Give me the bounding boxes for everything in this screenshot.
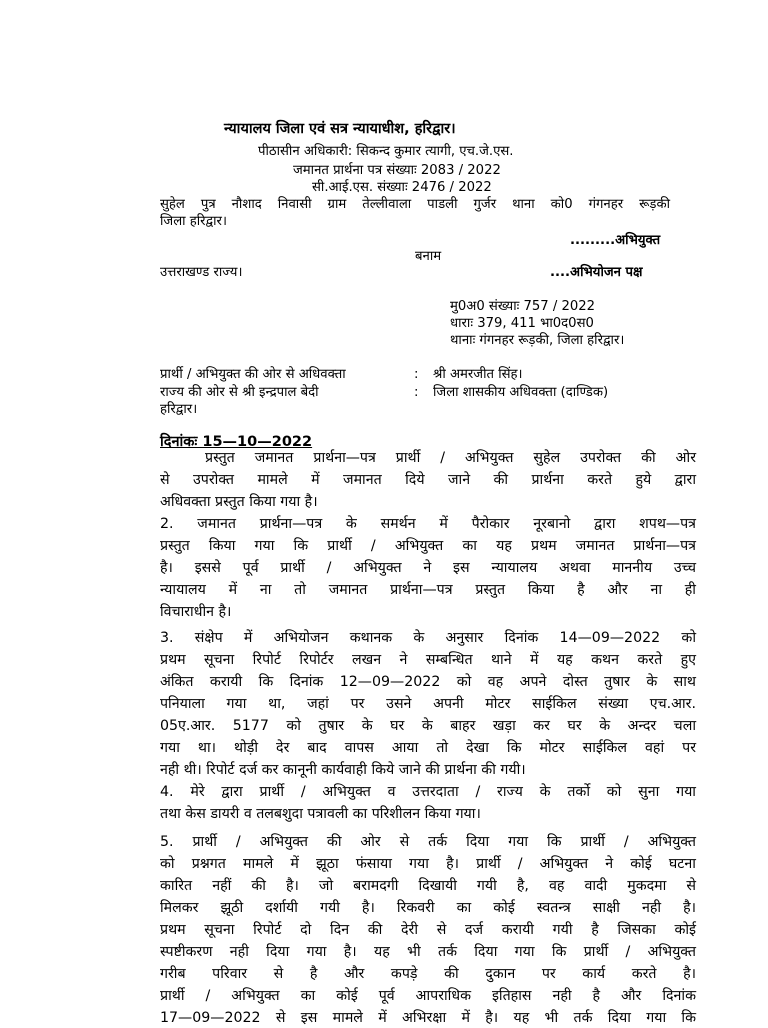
bail-application-number: जमानत प्रार्थना पत्र संख्याः 2083 / 2022 <box>293 163 501 178</box>
order-line: प्रस्तुत किया गया कि प्रार्थी / अभियुक्त का यह प्रथम जमानत प्रार्थना—पत्र <box>160 538 696 554</box>
cis-number: सी.आई.एस. संख्याः 2476 / 2022 <box>312 180 492 195</box>
state-advocate-place: हरिद्वार। <box>160 402 198 417</box>
order-line: 05ए.आर. 5177 को तुषार के घर के बाहर खड़ा कर घर के अन्दर चला <box>160 718 696 734</box>
order-line: न्यायालय में ना तो जमानत प्रार्थना—पत्र प्रस्तुत किया है और ना ही <box>160 582 696 598</box>
order-line: गरीब परिवार से है और कपड़े की दुकान पर कार्य करते है। <box>160 966 696 982</box>
order-line: है। इससे पूर्व प्रार्थी / अभियुक्त ने इस न्यायालय अथवा माननीय उच्च <box>160 560 696 576</box>
order-line: प्रथम सूचना रिपोर्ट दो दिन की देरी से दर्ज करायी गयी है जिसका कोई <box>160 922 696 938</box>
order-line: नही थी। रिपोर्ट दर्ज कर कानूनी कार्यवाही किये जाने की प्रार्थना की गयी। <box>160 762 526 778</box>
order-line: तथा केस डायरी व तलबशुदा पत्रावली का परिशीलन किया गया। <box>160 806 481 822</box>
order-line: विचाराधीन है। <box>160 604 232 620</box>
order-line: 2. जमानत प्रार्थना—पत्र के समर्थन में पैरोकार नूरबानो द्वारा शपथ—पत्र <box>160 516 696 532</box>
accused-label: .........अभियुक्त <box>570 233 661 248</box>
order-line: 17—09—2022 से इस मामले में अभिरक्षा में है। यह भी तर्क दिया गया कि <box>160 1010 696 1026</box>
order-line: अधिवक्ता प्रस्तुत किया गया है। <box>160 494 318 510</box>
prosecution-label: ....अभियोजन पक्ष <box>550 265 643 280</box>
order-line: प्रथम सूचना रिपोर्ट रिपोर्टर लखन ने सम्बन्धित थाने में यह कथन करते हुए <box>160 652 696 668</box>
court-title: न्यायालय जिला एवं सत्र न्यायाधीश, हरिद्वार। <box>224 121 456 137</box>
order-line: पनियाला गया था, जहां पर उसने अपनी मोटर साईकिल संख्या एच.आर. <box>160 696 696 712</box>
order-line: कारित नहीं की है। जो बरामदगी दिखायी गयी है, वह वादी मुकदमा से <box>160 878 696 894</box>
order-line: प्रार्थी / अभियुक्त का कोई पूर्व आपराधिक इतिहास नही है और दिनांक <box>160 988 696 1004</box>
order-line: 5. प्रार्थी / अभियुक्त की ओर से तर्क दिया गया कि प्रार्थी / अभियुक्त <box>160 834 696 850</box>
sections: धाराः 379, 411 भा0द0स0 <box>450 316 594 331</box>
order-date: दिनांकः 15—10—2022 <box>160 434 313 450</box>
order-line: 3. संक्षेप में अभियोजन कथानक के अनुसार दिनांक 14—09—2022 को <box>160 630 696 646</box>
state-advocate-label: राज्य की ओर से श्री इन्द्रपाल बेदी <box>160 385 319 400</box>
order-line: को प्रश्नगत मामले में झूठा फंसाया गया है। प्रार्थी / अभियुक्त ने कोई घटना <box>160 856 696 872</box>
crime-number: मु0अ0 संख्याः 757 / 2022 <box>450 299 596 314</box>
police-station: थानाः गंगनहर रूड़की, जिला हरिद्वार। <box>450 333 625 348</box>
versus-label: बनाम <box>415 249 442 264</box>
state-party: उत्तराखण्ड राज्य। <box>160 265 243 280</box>
order-line: गया था। थोड़ी देर बाद वापस आया तो देखा कि मोटर साईकिल वहां पर <box>160 740 696 756</box>
state-advocate-separator: : <box>414 385 419 400</box>
applicant-advocate-label: प्रार्थी / अभियुक्त की ओर से अधिवक्ता <box>160 367 346 382</box>
state-advocate-title: जिला शासकीय अधिवक्ता (दाण्डिक) <box>433 385 609 400</box>
order-line: स्पष्टीकरण नही दिया गया है। यह भी तर्क दिया गया कि प्रार्थी / अभियुक्त <box>160 944 696 960</box>
applicant-advocate-separator: : <box>414 367 419 382</box>
order-line: से उपरोक्त मामले में जमानत दिये जाने की प्रार्थना करते हुये द्वारा <box>160 472 696 488</box>
accused-details: सुहेल पुत्र नौशाद निवासी ग्राम तेल्लीवाला पाडली गुर्जर थाना को0 गंगनहर रूड़की <box>160 197 670 212</box>
accused-district: जिला हरिद्वार। <box>160 214 227 229</box>
presiding-officer: पीठासीन अधिकारी: सिकन्द कुमार त्यागी, एच.जे.एस. <box>258 144 514 159</box>
order-line: अंकित करायी कि दिनांक 12—09—2022 को वह अपने दोस्त तुषार के साथ <box>160 674 696 690</box>
order-line: मिलकर झूठी दर्शायी गयी है। रिकवरी का कोई स्वतन्त्र साक्षी नही है। <box>160 900 696 916</box>
order-line: 4. मेरे द्वारा प्रार्थी / अभियुक्त व उत्तरदाता / राज्य के तर्को को सुना गया <box>160 784 696 800</box>
applicant-advocate-name: श्री अमरजीत सिंह। <box>433 367 523 382</box>
order-line: प्रस्तुत जमानत प्रार्थना—पत्र प्रार्थी / अभियुक्त सुहेल उपरोक्त की ओर <box>205 450 696 466</box>
